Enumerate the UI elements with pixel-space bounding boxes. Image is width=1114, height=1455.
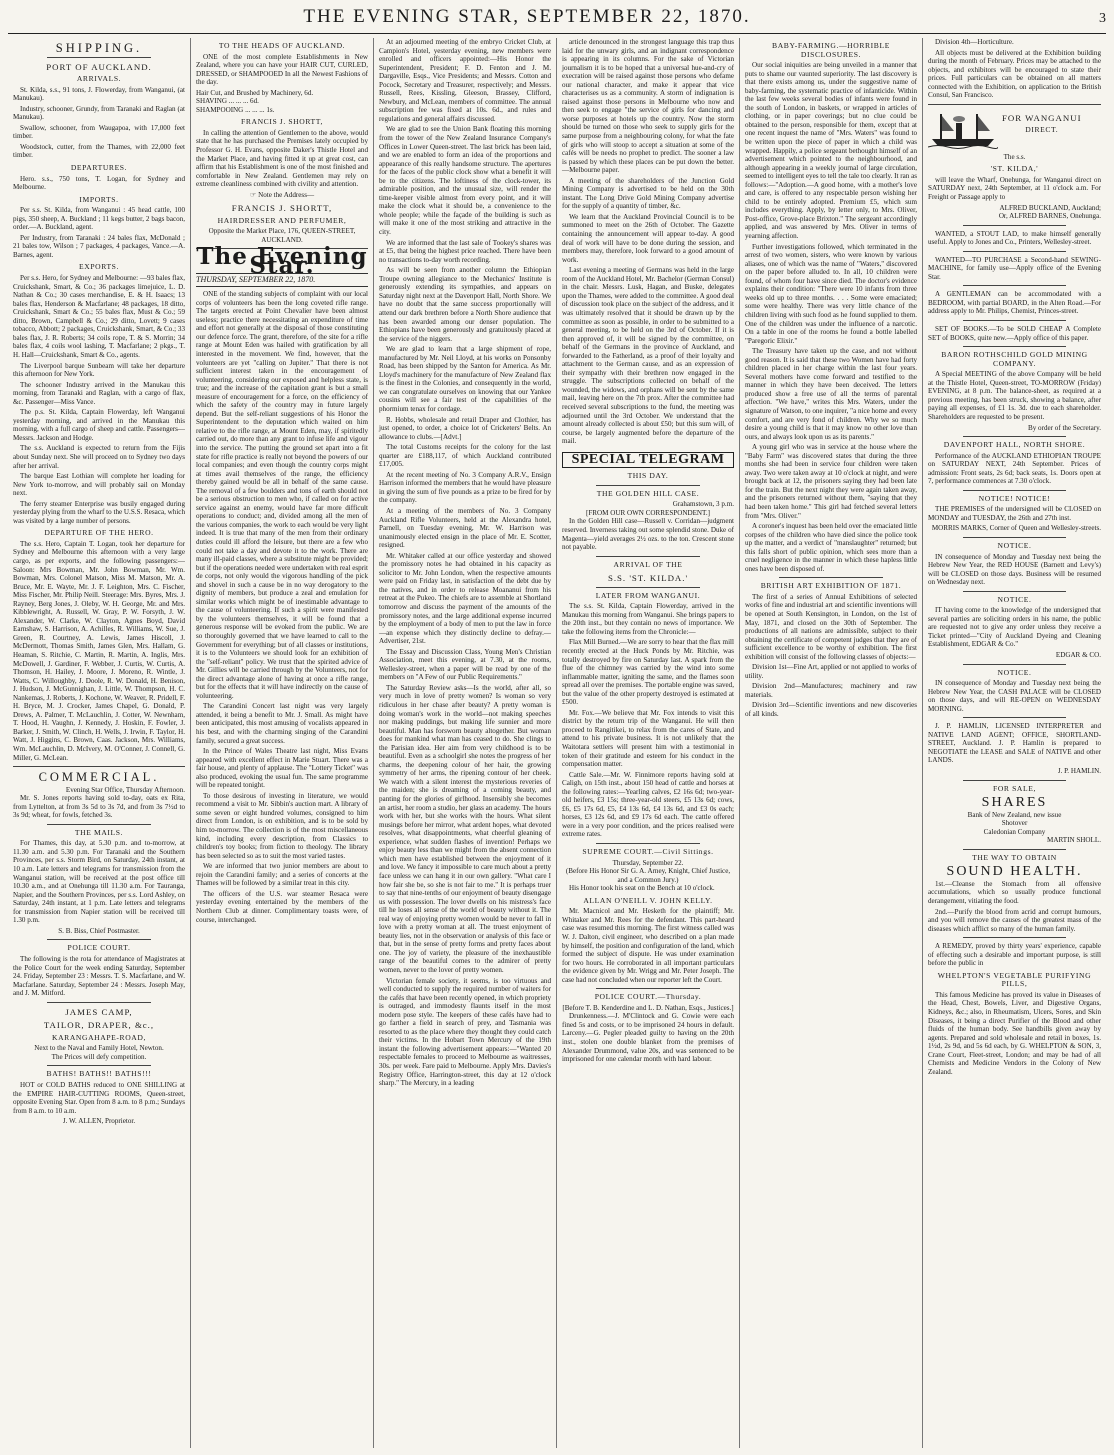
import-item: Per s.s. St. Kilda, from Wanganui : 45 head cattle, 100 pigs, 350 sheep, A. Buckland ; 11 kegs butter, 2 bags bacon, order.—A. Buckland, agent.: [13, 206, 185, 232]
news-item: A meeting of the shareholders of the Junction Gold Mining Company is advertised to be held on the 30th instant. The Long Drive Gold Mining Company advertise for the supply of a quantity of timber, &c.: [562, 176, 734, 211]
classified-ad: A GENTLEMAN can be accommodated with a BEDROOM, with partial BOARD, in the Alten Road.—For address apply to Mr. Philips, Chemist, Princes-street.: [928, 290, 1101, 316]
wanganui-title: [1002, 109, 1082, 137]
art-item: Division 2nd—Manufactures; machinery and raw materials.: [745, 682, 917, 699]
heads-heading: TO THE HEADS OF AUCKLAND.: [218, 41, 346, 50]
notice-heading: NOTICE.: [997, 667, 1032, 677]
notice-ad: IN consequence of Monday and Tuesday next being the Hebrew New Year, the RED HOUSE (Barnett and Levy's) will be CLOSED on those days. Business will be resumed on Wednesday next.: [928, 552, 1101, 587]
davenport-heading: DAVENPORT HALL, NORTH SHORE.: [943, 440, 1086, 450]
news-item: As will be seen from another column the Ethiopian Troupe owning allegiance to the Mechanics' Institute is generously extending its sympathies, and appears on Saturday night next at the Davenport Hall, North Shore. We have no doubt that the same success proportionally will attend our dark brethren before a North Shore audience that has been awarded among our denser population. The Ethiopians have been generously and gratuitously placed at the service of the niggers.: [379, 266, 551, 343]
mails-heading: THE MAILS.: [74, 827, 124, 837]
notice-ad: IN consequence of Monday and Tuesday next being the Hebrew New Year, the CASH PALACE will be CLOSED on those days, and will RE-OPEN on WEDNESDAY MORNING.: [928, 679, 1101, 713]
davenport-ad: Performance of the AUCKLAND ETHIOPIAN TROUPE on SATURDAY NEXT, 24th September. Prices of admission: Front seats, 2s 6d; back seats, 1s. Doors open at 7, performance commences at 7.30 o'clock.: [928, 451, 1101, 486]
news-item: The total Customs receipts for the colony for the last quarter are £188,117, of which Auckland contributed £17,005.: [379, 443, 551, 469]
arrival-ship: S.S. 'ST. KILDA.': [607, 573, 689, 584]
art-item: Division 1st—Fine Art, applied or not applied to works of utility.: [745, 663, 917, 680]
allan-article: Mr. Macnicol and Mr. Hesketh for the plaintiff; Mr. Whitaker and Mr. Rees for the defendant. This part-heard case was resumed this morning. The first witness called was W. J. Dalton, civil engineer, who described on a plan made by himself, the position and configuration of the land, which formed the subject of dispute. He was under examination for two hours. He corroborated in all important particulars the evidence given by Mr. Wrigg and Mr. Peter Joseph. The case had not concluded when our reporter left the Court.: [562, 907, 734, 984]
classified-ad: SET OF BOOKS.—To be SOLD CHEAP A Complete SET of BOOKS, quite new.—Apply office of this paper.: [928, 325, 1101, 342]
pills-ad: This famous Medicine has proved its value in Diseases of the Head, Chest, Bowels, Liver, and Digestive Organs, Kidneys, &c.; also, in Rheumatism, Ulcers, Sores, and Skin Diseases, it being a direct Purifier of the Blood and other fluids of the human body. See handbills given away by agents. Prepared and sold wholesale and retail in boxes, 1s. 1½d, 2s 9d, and 5s 6d each, by G. WHELPTON & SON, 3, Crane Court, Fleet-street, London; and may be had of all Chemists and Medicine Vendors in the Colony of New Zealand.: [928, 990, 1101, 1076]
camp-prices: The Prices will defy competition.: [51, 1052, 147, 1061]
local-item: The officers of the U.S. war steamer Resaca were yesterday evening entertained by the members of the Northern Club at dinner. Complimentary toasts were, of course, interchanged.: [196, 889, 368, 924]
supreme-heading: SUPREME COURT.—Civil Sittings.: [582, 847, 714, 857]
divider: [47, 824, 150, 825]
baths-signature: J. W. ALLEN, Proprietor.: [62, 1117, 136, 1126]
division-item: Division 4th—Horticulture.: [935, 38, 1014, 46]
divider: [963, 780, 1067, 781]
camp-trade: TAILOR, DRAPER, &c.,: [43, 1020, 155, 1031]
shortt-trade: HAIRDRESSER AND PERFUMER,: [217, 215, 347, 225]
later-article: The s.s. St. Kilda, Captain Flowerday, arrived in the Manukau this morning from Wanganui. She brings papers to the 20th inst., but they contain no news of importance. We take the following items from the Chronicle:—: [562, 602, 734, 636]
art-heading: BRITISH ART EXHIBITION OF 1871.: [760, 581, 902, 591]
news-item: The p.s. St. Kilda, Captain Flowerday, left Wanganui yesterday morning, and arrived in the Manukau this morning, with a full cargo of sheep and cattle. Passengers—Messrs. Jackson and Hodge.: [13, 408, 185, 442]
notice-signature: EDGAR & CO.: [1055, 650, 1101, 659]
port-heading: PORT OF AUCKLAND.: [46, 61, 152, 72]
divider: [779, 577, 882, 578]
shortt-heading: FRANCIS J. SHORTT,: [241, 117, 323, 127]
news-item: The barque East Lothian will complete her loading for New York to-morrow, and will probably sail on Monday next.: [13, 472, 185, 498]
exports-heading: EXPORTS.: [79, 262, 119, 272]
divider: [963, 285, 1067, 286]
sholl-signature: MARTIN SHOLL.: [1047, 836, 1101, 845]
share-item: Shotover: [1001, 819, 1028, 828]
divider: [963, 591, 1067, 592]
special-telegram-heading: SPECIAL TELEGRAM: [562, 452, 734, 469]
baby-article: A coroner's inquest has been held over the emaciated little corpses of the children who have died since the police took up the matter, and a verdict of "manslaughter" returned; but this falls short of public opinion, which sees more than a cruel negligence in the manner in which these hapless little ones have been disposed of.: [745, 522, 917, 573]
news-item: We are informed that the last sale of Tookey's shares was at £5, that being the highest price reached. There have been no transactions to-day worth recording.: [379, 238, 551, 264]
import-item: Per Industry, from Taranaki : 24 bales flax, McDonald ; 21 bales tow, Wilson ; 7 packages, 4 packages, Vance.—A. Barnes, agent.: [13, 233, 185, 259]
divider: [596, 485, 699, 486]
mails-article: For Thames, this day, at 5.30 p.m. and to-morrow, at 11.30 a.m. and 5.30 p.m. For Taranaki and the Southern Provinces, per s.s. Storm Bird, on Saturday, 24th instant, at 10 a.m. Late letters and telegrams for transmission from the Wanganui station, will be received at the post office till 10.30 a.m., and at Onehunga till 11.30 a.m. For Tauranga, Napier, and the Southern Provinces, per s.s. Lord Ashley, on Saturday, 24th instant, at 1 p.m. Late letters and telegrams for transmission from Napier station will be received till 1.30 p.m.: [13, 839, 185, 925]
health-item: 2nd.—Purify the blood from acrid and corrupt humours, and you will remove the causes of the greatest mass of the diseases which afflict so many of the human family.: [928, 907, 1101, 933]
divider: [963, 664, 1067, 665]
baby-article: Further investigations followed, which terminated in the arrest of two women, sisters, who were known by various aliases, one of which was the name of "Waters," discovered on the paper before alluded to. In all, 10 children were found, of whom four have since died. The doctor's evidence explains their condition: "There were 10 infants from three weeks old up to three months. . . . Some were emaciated; some were healthy. There was very little chance of the children living with such food as he found supplied to them. One of the children was under the influence of a narcotic. On a table in one of the rooms he found a bottle labelled "Paregoric Elixir.": [745, 242, 917, 345]
baths-ad: HOT or COLD BATHS reduced to ONE SHILLING at the EMPIRE HAIR-CUTTING ROOMS, Queen-street, opposite Evening Star. Open from 8 a.m. to 8 p.m.; Sundays from 8 a.m. to 10 a.m.: [13, 1080, 185, 1115]
heads-ad: ONE of the most complete Establishments in New Zealand, where you can have your HAIR CUT, CURLED, DRESSED, or SHAMPOOED In all the Newest Fashions of the day.: [196, 52, 368, 87]
baby-article: The Treasury have taken up the case, and not without good reason. It is said that these two Women have had forty children placed in her charge within the last four years. Several mothers have come forward and testified to the manner in which they have been deceived. The letters produced show a free use of all the terms of parental affection. "We have," writes this Mrs. Waters, under the signature of Watson, to one inquirer, "a nice home and every comfort, and are very fond of children. Why we so much desire a young child is that it may know no other love than ours, and always look upon us as its parents.": [745, 347, 917, 441]
hamlin-signature: J. P. HAMLIN.: [1057, 767, 1101, 775]
golden-location: Grahamstown, 3 p.m.: [672, 500, 734, 509]
news-item: The ferry steamer Enterprise was busily engaged during yesterday plying from the wharf to the U.S.S. Resaca, which was visited by a large number of persons.: [13, 499, 185, 525]
notice-ad: THE PREMISES of the undersigned will be CLOSED on MONDAY and TUESDAY, the 26th and 27th inst.: [928, 505, 1101, 522]
divider: [47, 1002, 150, 1003]
price-line: SHAMPOOING ... ... ... 1s.: [196, 105, 275, 114]
columns: [8, 38, 1106, 1448]
notice-signature: MORRIS MARKS, Corner of Queen and Wellesley-streets.: [931, 524, 1101, 533]
divider: [963, 490, 1067, 491]
way-heading: THE WAY TO OBTAIN: [972, 852, 1057, 862]
shares-heading: SHARES: [981, 795, 1048, 811]
paper-nameplate: The Evening Star.: [196, 243, 368, 280]
local-item: To those desirous of investing in literature, we would recommend a visit to Mr. Sibbin's auction mart. A library of some seven or eight hundred volumes, consigned to him direct from London, is on exhibition, and is to be sold by him to-morrow. The collection is of the most miscellaneous kind, including every description, from Classics to children's toy books; from fiction to theology. The library has been selected so as to suit the most varied tastes.: [196, 791, 368, 860]
hero-heading: DEPARTURE OF THE HERO.: [44, 528, 154, 538]
supreme-article: His Honor took his seat on the Bench at 10 o'clock.: [569, 884, 715, 893]
editorial: ONE of the standing subjects of complaint with our local corps of volunteers has been the long coveted rifle range. The targets erected at Point Chevalier have been almost useless; practice there necessitating an expenditure of time and effort not generally at the disposal of those constituting our defence force. The grant, therefore, of the site for a rifle range at Mount Eden was hailed with gratification by all interested in the movement. We find, however, that the volunteers are yet "calling on Jupiter." That there is not sufficient interest taken in the encouragement of volunteering, considering our exposed and helpless state, is true; and the increase of the capitation grant is but a small measure of encouragement for a force, on the efficiency of which the safety of the country may in future largely depend. But the self-reliant suggestions of his Honor the Superintendent to the deputation which waited on him relative to the rifle range, at Mount Eden, may, if spiritedly carried out, do more than any grant to infuse life and vigour into the service. The putting the ground set apart into a fit state for rifle practice is really not beyond the powers of our local companies; and even though the country corps might at times avail themselves of the range, the efficiency thereby gained would be all in behalf of the same cause. The removal of a few boulders and tons of earth should not be a serious obstruction to men who, if called on for active service against an enemy, would have far more difficult operations to conduct; and, divided among all the men of the various companies, the work to each would be very light indeed. It is true that many of the men from their ordinary duties could ill afford the leisure, but there are a few who could not take a day and devote it to the work. There are many ill-paid classes, where a substitute might be provided; but if the operations needed were undertaken with real esprit de corps, not only would the vigorous handling of the pick and shovel in such a cause be in no way derogatory to the dignity of members, but produce a zeal and emulation for similar works which might be of inestimable advantage to the cause of volunteering. If such a spirit were manifested by the volunteers themselves, it will be found that a generous response will be evoked from the public. We are so thoroughly governed that we have learned to call to the Government for everything; but of all classes or institutions, it is to the Volunteers we should look for an exhibition of the "self-reliant" policy. We trust that the spirited advice of Mr. Gillies will be carried through by the Volunteers, not for the direct advantage alone of having at once a rifle range, but for the effects that it will have indirectly on the cause of volunteering.: [196, 290, 368, 700]
departure-item: Hero. s.s., 750 tons, T. Logan, for Sydney and Melbourne.: [13, 174, 185, 192]
news-item: Victorian female society, it seems, is too virtuous and well conducted to supply the required number of waiters for the cafés that have been recently opened, in which propriety is outraged, and immodesty flaunts itself in the most modern pose style. The keepers of these cafés have had to go farther a field in search of prey, and Tasmania was resorted to as the place where they thought they could catch their victims. In the Hobart Town Mercury of the 19th instant the following advertisement appears:—"Wanted 20 respectable females to proceed to Melbourne as waitresses, 30s. per week. Fare paid to Melbourne. Apply Mrs. Davies's Registry Office, Harrington-street, this day at 12 o'clock sharp." The Mercury, in a leading: [379, 976, 551, 1088]
news-item: The schooner Industry arrived in the Manukau this morning, from Taranaki and Raglan, with a cargo of flax, &c. Passenger—Miss Vance.: [13, 380, 185, 406]
news-item: The Liverpool barque Sunbeam will take her departure this afternoon for New York.: [13, 361, 185, 379]
divider: [963, 717, 1067, 718]
baron-signature: By order of the Secretary.: [1027, 423, 1101, 432]
news-item: We learn that the Auckland Provincial Council is to be summoned to meet on the 26th of October. The Gazette containing the announcement will appear to-day. A good deal of work will have to be done during the session, and members may, therefore, look forward to a good amount of work.: [562, 212, 734, 264]
arrival-item: Swallow, schooner, from Waugapoa, with 17,000 feet timber.: [13, 123, 185, 141]
hero-article: The s.s. Hero, Captain T. Logan, took her departure for Sydney and Melbourne this afternoon with a very large cargo, as per exports, and the following passengers:—Saloon: Mrs Bowman, Mr. John Bowman, Mr. Wm. Bowman, Mrs. Colonel Matson, Miss M. Matson, Mr. A. Bruce, Mr. E. Wayte, Mr. J. F. Leighton, Mrs. C. Fischer, Miss Fischer, Mr. Philip Neill. Steerage: Mrs. Byres, Mrs. J. Rayney, Berg Jones, J. Oleby, W. H. George, Mr. and Mrs. Kibblewright, A. Russell, W. Gray, P. W. Forsyth, J. W. Alexander, W. Clarke, W. Clayton, Agnes Boyd, David Earnshaw, S. Harrison, A. Achilles, R. Williams, W. Sue, J. Green, R. Courtney, A. Lewis, James Hiscoll, J. McDermott, Thomas Smith, James Glen, Mrs. Hallam, G. Heaman, S. Ritchie, C. Martin, R. Martin, A. Inglis, Mrs. McDowell, J. Gardiner, F. Webber, J. Curtis, W. Curtis, A. Thomson, H. Hailey, J. Moore, J. Moreno, R. Wintle, J. Watts, C. Willoughby, J. Doole, R. W. Donald, H. Benison, J. Hudson, J. McGunnighan, J. Little, W. Thompson, H. C. Nankemas, J. Roberts, J. Kochone, W. Weaver, R. Pridell, F. H. Bryce, M. J. Crocker, James Chapel, G. Donald, P. Drews, A. Palmer, T. McLauchlin, J. Cotter, W. Newnham, T. Hood, H. Vaughn, J. Kennedy, J. Hoskin, F. Fowler, J. Barker, J. Smith, W. Clinch, H. Wells, J. Irwin, F. Taylor, H. Watt, J. Higgins, C. Brown, Caas. Jackson, Mrs. Williams, Wm. McLauchlin, D. McIvery, M. O'Conner, J. Connell, G. Miller, G. McLean.: [13, 539, 185, 762]
news-item: R. Hobbs, wholesale and retail Draper and Clothier, has just opened, to order, a choice lot of Cricketers' Belts. An allowance to clubs.—[Advt.]: [379, 415, 551, 441]
hamlin-ad: J. P. HAMLIN, LICENSED INTERPRETER and NATIVE LAND AGENT; OFFICE, SHORTLAND-STREET, Auckland. J. P. Hamlin is prepared to NEGOTIATE the LEASE and SALE of NATIVE and other LANDS.: [928, 722, 1101, 765]
news-item: Mr. Whitaker called at our office yesterday and showed the promissory notes he had obtained in his capacity as solicitor to Mr. John London, when the respective amounts were paid on Friday last, in satisfaction of the debt due by the natives, and in order to release Moananui from his retreat at the Pukeo. The chiefs are to assemble at Shortland tomorrow and discuss the payment of the amounts of the promissory notes, and the large additional expense incurred by the employment of a body of men to put the law in force—an expense which they distinctly decline to defray.—Advertiser, 21st.: [379, 551, 551, 646]
arrival-item: Woodstock, cutter, from the Thames, with 22,000 feet timber.: [13, 142, 185, 160]
baron-ad: A Special MEETING of the above Company will be held at the Thistle Hotel, Queen-street, TO-MORROW (Friday) EVENING, at 8 p.m. The balance-sheet, as required at a previous meeting, has been struck, showing a balance, after paying all expenses, of £1 1s. 3d. due to each shareholder. Shareholders are requested to be present.: [928, 370, 1101, 421]
baron-heading: BARON ROTHSCHILD GOLD MINING COMPANY.: [941, 350, 1088, 368]
health-item: 1st.—Cleanse the Stomach from all offensive accumulations, which so usually produce functional derangement, vitiating the food.: [928, 879, 1101, 906]
wanganui-signature: ALFRED BUCKLAND, Auckland;: [999, 203, 1101, 212]
wanganui-ad-header: [928, 109, 1101, 149]
wanganui-the: The s.s.: [1003, 152, 1026, 161]
health-heading: SOUND HEALTH.: [946, 864, 1083, 880]
supreme-date: Thursday, September 22.: [612, 858, 684, 867]
own-correspondent: [FROM OUR OWN CORRESPONDENT.]: [585, 508, 710, 517]
column-3: [374, 38, 557, 1448]
wanganui-ad: will leave the Wharf, Onehunga, for Wanganui direct on SATURDAY next, 24th September, at 11 o'clock a.m. For Freight or Passage apply to: [928, 175, 1101, 202]
pills-heading: WHELPTON'S VEGETABLE PURIFYING PILLS,: [937, 970, 1092, 989]
divider: [963, 320, 1067, 321]
golden-heading: THE GOLDEN HILL CASE.: [596, 488, 700, 498]
divider: [963, 937, 1067, 938]
local-item: In the Prince of Wales Theatre last night, Miss Evans appeared with excellent effect in Marie Stuart. There was a fair house, and plenty of applause. The "Lottery Ticket" was also produced, evoking the usual fun. The same programme will be repeated tonight.: [196, 747, 368, 790]
page-number: 3: [1099, 11, 1106, 26]
camp-text: Next to the Naval and Family Hotel, Newton.: [34, 1044, 164, 1053]
divider: [963, 537, 1067, 538]
wanganui-for: FOR WANGANUI: [1002, 112, 1082, 123]
shortt-address: Opposite the Market Place, 176, QUEEN-STREET, AUCKLAND.: [208, 227, 356, 244]
news-item: At a meeting of the members of No. 3 Company Auckland Rifle Volunteers, held at the Alexandra hotel, Parnell, on Tuesday evening, Mr. W. Harrison was unanimously elected ensign in the place of Mr. E. Scotter, resigned.: [379, 506, 551, 550]
golden-article: In the Golden Hill case—Russell v. Corridan—judgment reserved. Inverness taking out some splendid stone. Duke of Magenta—yield averages 2½ ozs. to the ton. Crescent stone not payable.: [562, 517, 734, 552]
for-sale-heading: FOR SALE,: [993, 783, 1036, 793]
divider: [963, 251, 1067, 252]
note-text: Note the Address—: [258, 190, 315, 199]
arrival-heading: ARRIVAL OF THE: [613, 559, 683, 569]
imports-heading: IMPORTS.: [79, 194, 119, 204]
baby-heading: BABY-FARMING.—HORRIBLE DISCLOSURES.: [772, 41, 890, 59]
notice-heading: NOTICE! NOTICE!: [978, 493, 1051, 503]
column-1: [8, 38, 191, 1448]
arrivals-heading: ARRIVALS.: [76, 74, 122, 84]
expo-article: All objects must be delivered at the Exhibition building during the month of February. Prices may be attached to the objects, and exhibitors will be encouraged to state their prices. Full particulars can be obtained on all matters connected with the Exhibition, on application to the British Consul, San Francisco.: [928, 48, 1101, 100]
dateline-text: THURSDAY, SEPTEMBER 22, 1870.: [196, 274, 316, 284]
police-article: The following is the rota for attendance of Magistrates at the Police Court for the week ending Saturday, September 24. Friday, September 23 : Messrs. T. S. Macfarlane, and W. Macfarlane. Saturday, September 24 : Messrs. Joseph May, and J. M. Mitford.: [13, 954, 185, 998]
divider: [928, 104, 1101, 105]
dateline: [196, 273, 368, 288]
share-item: Bank of New Zealand, new issue: [967, 810, 1062, 819]
shortt-heading-2: FRANCIS J. SHORTT,: [231, 203, 333, 214]
news-item: We are glad to learn that a large shipment of rope, manufactured by Mr. Neil Lloyd, at his works on Ponsonby Road, has been shipped by the Santon for America. As Mr. Lloyd's machinery for the manufacture of New Zealand flax is the finest in the Colonies, and consequently in the world, we can congratulate ourselves on knowing that our Yankee cousins will see a fair test of the capabilities of the phormium tenax for cordage.: [379, 345, 551, 413]
baby-article: Our social iniquities are being unveiled in a manner that puts to shame our vaunted superiority. The last discovery is that there exists among us, under the suggestive name of baby-farming, the systematic practice of infanticide. Within the last few weeks several bodies of infants were found in the south of London, in baskets, or wrapped in articles of clothing, or in paper coverings; but no clue could be obtained to the person, responsible for them, except that at one recent inquest the name of "Mrs. Waters" was found to be written upon the piece of paper in which a child was wrapped. Happily, a police sergeant bethought himself of an advertisement which pointed to the neighbourhood, and although appearing in a weekly journal of large circulation, seemed to intelligent eyes to tell the tale too clearly. It ran as follows:—"Adoption.—A good home, with a mother's love and care, is offered to any respectable person wishing her child to be entirely adopted. Premium £5, which sum includes everything. Apply, by letter only, to Mrs. Oliver, Post-office, Grove-place Brixton." The sergeant accordingly applied, and was answered by Mrs. Oliver in terms of yearning affection.: [745, 61, 917, 241]
page-title: THE EVENING STAR, SEPTEMBER 22, 1870.: [303, 6, 751, 27]
news-item: At an adjourned meeting of the embryo Cricket Club, at Campion's Hotel, yesterday evening, new members were enrolled and officers appointed:—His Honor the Superintendent, President; F. D. Fenton and J. M. Dargaville, Esqs., Vice Presidents; and Messrs. Cotton and Pocock, Secretary and Treasurer, respectively; and Messrs. Russell, Rees, Kissling, Gleeson, Brassey, Clifford, Newbury, and McLean, members of committee. The annual subscription fee was fixed at 10s. 6d., and rules and regulations and general affairs discussed.: [379, 38, 551, 123]
later-heading: LATER FROM WANGANUI.: [595, 590, 701, 600]
camp-heading: JAMES CAMP,: [65, 1006, 133, 1017]
steamship-icon: [928, 109, 998, 149]
divider: [963, 849, 1067, 850]
police2-heading: POLICE COURT.—Thursday.: [594, 992, 702, 1002]
camp-road: KARANGAHAPE-ROAD,: [52, 1032, 146, 1042]
police-heading: POLICE COURT.: [67, 943, 131, 953]
shortt-ad: In calling the attention of Gentlemen to the above, would state that he has purchased the Premises lately occupied by Professor G. H. Evans, opposite Daker's Thistle Hotel and the Market Place, and having fitted it up at great cost, can affirm that his Establishment is one of the most finished and comfortable in New Zealand. Gentlemen may rely on extreme cleanliness combined with civility and attention.: [196, 128, 368, 189]
news-item: The Essay and Discussion Class, Young Men's Christian Association, meet this evening, at 7.30, at the rooms, Wellesley-street, when a paper will be read by one of the members on "A Few of our Public Requirements.": [379, 647, 551, 682]
commercial-article: Mr. S. Jones reports having sold to-day, oats ex Rita, from Lyttelton, at from 3s 5d to 3s 7d, and from 3s 7½d to 3s 9d; wheat, for fowls, fetched 3s.: [13, 794, 185, 820]
wanganui-direct: DIRECT.: [1025, 125, 1059, 135]
classified-ad: WANTED—TO PURCHASE a Second-hand SEWING-MACHINE, for family use—Apply office of the Evening Star.: [928, 255, 1101, 281]
cattle-article: Cattle Sale.—Mr. W. Finnimore reports having sold at Caligh, on 15th inst., about 150 head of cattle and horses at the following rates:—Yearling calves, £2 16s 6d; two-year-old heifers, £3 15s; three-year-old steers, £5 13s 6d; cows, £6, £5 17s 6d, £5, £4 13s 6d, £4 13s 6d, and £3 0s each; horses, £3 12s 6d, and £9 17s 6d each. The cattle offered were in a very poor condition, and the prices realised were extreme rates.: [562, 770, 734, 839]
wanganui-signature: Or, ALFRED BARNES, Onehunga.: [998, 212, 1101, 221]
divider: [596, 988, 699, 989]
news-item: We are glad to see the Union Bank floating this morning from the tower of the New Zealand Insurance Company's Offices in Lower Queen-street. The last brick has been laid, and we are enabled to form an idea of the proportions and appearance of this really handsome structure. The apertures for the faces of the public clock show what a benefit it will be to the citizens. The loftiness of the clock-tower, its admirable position, and the unusual size, will render the time-keeper visible almost from every point, and it will make the clock what it should be, a convenience to the whole people; while the façade of the building is such as will make it one of the most striking and attractive in the city.: [379, 125, 551, 237]
arrival-item: Industry, schooner, Grundy, from Taranaki and Raglan (at Manukau).: [13, 104, 185, 122]
divider: [596, 843, 699, 844]
news-item: article denounced in the strongest language this trap thus laid for the unwary girls, and an indignant correspondence is appearing in its columns. For the sake of Victorian journalism it is to be hoped that a universal hue-and-cry of execration will be raised against those persons who defame our national character, and make it appear that vice characterises us as a community. A storm of indignation is raised against those persons in Melbourne who now and then seek to engage "the service of girls for dancing and worse purposes at hotels up the country. Now the storm should be turned on those who seek to supply girls for the same purpose from a neighbouring colony, for what the fate of girls who will stoop to accept a situation at some of the cafés will be needs no prophet to predict. The sooner a law is passed by which these places can be put down the better.—Melbourne paper.: [562, 38, 734, 175]
supreme-before: (Before His Honor Sir G. A. Arney, Knight, Chief Justice, and a Common Jury.): [565, 867, 731, 884]
baths-heading: BATHS! BATHS!! BATHS!!!: [46, 1069, 152, 1079]
art-item: Division 3rd—Scientific inventions and new discoveries of all kinds.: [745, 701, 917, 719]
column-4: [557, 38, 740, 1448]
news-item: At the recent meeting of No. 3 Company A.R.V., Ensign Harrison informed the members that he would have pleasure in giving the sum of five pounds as a prize to be fired for by the company.: [379, 470, 551, 505]
commercial-heading: COMMERCIAL.: [38, 770, 160, 785]
classified-ad: WANTED, a STOUT LAD, to make himself generally useful. Apply to Jones and Co., Printers, Wellesley-street.: [928, 229, 1101, 247]
notice-heading: NOTICE.: [997, 594, 1032, 604]
column-2: [191, 38, 374, 1448]
divider: [963, 225, 1067, 226]
masthead: [8, 6, 1106, 34]
allan-heading: ALLAN O'NEILL V. JOHN KELLY.: [583, 895, 713, 905]
news-item: The s.s. Auckland is expected to return from the Fijis about Sunday next. She will proceed on to Sydney two days after her arrival.: [13, 444, 185, 470]
shipping-heading: SHIPPING.: [55, 41, 143, 55]
column-5: [740, 38, 923, 1448]
divider: [47, 57, 150, 58]
divider: [963, 346, 1067, 347]
note-line: [196, 191, 368, 200]
flax-article: Flax Mill Burned.—We are sorry to hear that the flax mill recently erected at the Huck Ponds by Mr. Ritchie, was totally destroyed by fire on Saturday last. A spark from the flue of the chimney was carried by the wind into some inflammable matter, igniting the same, and the flames soon spread all over the premises. The portable engine was saved, but the value of the other property destroyed is estimated at £500.: [562, 638, 734, 707]
this-day: THIS DAY.: [627, 471, 669, 481]
pointing-hand-icon: ☞: [249, 190, 257, 199]
divider: [47, 1065, 150, 1066]
divider: [963, 436, 1067, 437]
mails-signature: S. B. Biss, Chief Postmaster.: [58, 926, 140, 935]
local-item: We are informed that two junior members are about to rejoin the Carandini family; and a series of concerts at the Thames will be followed by a similar treat in this city.: [196, 862, 368, 888]
art-article: The first of a series of Annual Exhibitions of selected works of fine and industrial art and scientific inventions will be opened at South Kensington, in London, on the 1st of May, 1871, and closed on the 30th of September. The productions of all nations are admissible, subject to their obtaining the certificate of competent judges that they are of sufficient excellence to be worthy of exhibition. The first exhibition will consist of the following classes of objects:—: [745, 592, 917, 661]
divider: [596, 556, 699, 557]
divider: [596, 587, 699, 588]
wanganui-ship: 'ST. KILDA,': [990, 164, 1039, 174]
departures-heading: DEPARTURES.: [70, 163, 128, 173]
notice-ad: IT having come to the knowledge of the undersigned that several parties are soliciting orders in his name, the public are requested not to give any order unless they receive a Ticket printed—"City of Auckland Dyeing and Cleaning Establishment, EDGAR & Co.": [928, 606, 1101, 649]
column-6: [923, 38, 1106, 1448]
local-item: The Carandini Concert last night was very largely attended, it being a benefit to Mr. J. Small. As might have been anticipated, this most amusing of vocalists appeared in his best, and with the charming singing of the Carandini family, secured a great success.: [196, 702, 368, 745]
news-item: The Saturday Review asks—Is the world, after all, so very much in love of pretty women? Is woman so very ridiculous in her chase after beauty? A pretty woman is doing woman's work in the world—not making speeches nor making puddings, but making life sunnier and more beautiful. Man has forsworn beauty altogether. But woman does for mankind what man has ceased to do. She clings to the Parisian idea. Her aim from very childhood is to be beautiful. Even as a schoolgirl she notes the progress of her charms, the deepening colour of her hair, the growing symmetry of her arms, the ripening contour of her cheek. We watch with a silent interest the mysterious reveries of the maiden; she is dreaming of a coming beauty, and panting for the glories of girlhood. Insensibly she becomes an artist, her room a studio, her glass an academy. The hours work with her, but she works with the hours. What silent musings before her mirror, what ardent hopes, what devoted resolves, what disappointments, what cheerful gleaning of experience, what sudden flashes of invention! Perhaps we enjoy beauty less than we might from the absent connection which men have established between the enjoyment of it and love. We fancy it impossible to care much about a pretty face unless we can hang it in our own gallery. "What care I how fair she be, so she is not fair to me." It is perhaps truer to say that nine-tenths of our enjoyment of beauty disengage us with possession. The lover dwells on his mistress's face till he loses all sense of the world of beauty without it. The real way of enjoying pretty women would be never to fall in love with a pretty woman at all. The truest enjoyment of beauty lies, not in the observation or analysis of this face or that, but in the sense of pretty forms and pretty faces about one. The joy of variety, the pleasure of the inexhaustible range of the beautiful comes to the admirer of pretty women, never to the lover of pretty women.: [379, 683, 551, 974]
price-line: SHAVING ... ... ... 6d.: [196, 97, 259, 106]
price-line: Hair Cut, and Brushed by Machinery, 6d.: [196, 88, 314, 97]
share-item: Caledonian Company: [983, 827, 1046, 836]
baby-article: A young girl who was in service at the house where the "Baby Farm" was discovered states that during the three months she had been in service four children were taken away. Two were taken away at 10 o'clock at night, and were brought back at 12, the prisoners saying they had been late for the train. But the next night they were again taken away, and the prisoners returned without them, "saying that they had been taken home." This girl had fetched several letters from "Mrs. Oliver.": [745, 443, 917, 520]
police2-article: Drunkenness.—J. M'Clintock and G. Cowie were each fined 5s and costs, or to be imprisoned 24 hours in default. Larceny.—G. Pegler pleaded guilty to having on the 20th inst., stolen one double blanket from the premises of Alexander Drummond, value 20s, and was sentenced to be imprisoned for one calendar month with hard labour.: [562, 1012, 734, 1064]
divider: [47, 939, 150, 940]
news-item: Last evening a meeting of Germans was held in the large room of the Auckland Hotel, Mr. Bachelor (German Consul) in the chair. Messrs. Lusk, Hagan, and Buske, delegates upon the Thames, were added to the committee. A good deal of discussion took place on the subject of the address, and it was ultimately resolved that it should be drawn up by the committee as soon as possible, in order to be submitted to a general meeting, to be held on the 3rd of October. If it is then approved of, it will be signed by the committee, on behalf of the Germans in the province of Auckland, and forwarded to the Fatherland, as a proof of their loyalty and attachment to the German cause, and as an expression of their sympathy with their brethren now engaged in the struggle. The subscriptions collected on behalf of the wounded, the widows, and orphans will be sent by the same mail, leaving here on the 7th prox. After the committee had received several subscriptions to the fund, the meeting was adjourned until the 3rd October. We understand that the amount already collected is about £50; but this sum will, of course, be largely augmented before the departure of the mail.: [562, 266, 734, 446]
export-item: Per s.s. Hero, for Sydney and Melbourne: —93 bales flax, Cruickshank, Smart, & Co.; 36 packages limejuice, L. D. Nathan & Co.; 30 cases merchandise, E. & H. Isaacs; 13 bales flax, Henderson & Macfarlane; 48 packages, 18 ditto, Cruickshank, Smart & Co.; 55 bales flax, Must & Co.; 59 ditto, Brown, Campbell & Co.; 29 ditto, Lovett; 9 cases tobacco, Abbott; 2 packages, Cruickshank, Smart, & Co.; 33 bales flax, J. R. Roberts; 34 coils rope, T. & S. Morrin; 34 bales flax, 4 coils wool lashing, T. Macfarlane; 2 pkgs., T. H. Hall—Cruickshank, Smart & Co., agents.: [13, 274, 185, 359]
divider: [13, 766, 185, 767]
office-line: Evening Star Office, Thursday Afternoon.: [65, 785, 185, 794]
police2-before: [Before T. B. Kenderdine and L. D. Nathan, Esqs., Justices.]: [562, 1003, 734, 1012]
arrival-item: St. Kilda, s.s., 91 tons, J. Flowerday, from Wanganui, (at Manukau).: [13, 85, 185, 103]
notice-heading: NOTICE.: [997, 540, 1032, 550]
remedy-text: A REMEDY, proved by thirty years' experience, capable of effecting such a desirable and important purpose, is still before the public in: [928, 942, 1101, 968]
fox-article: Mr. Fox.—We believe that Mr. Fox intends to visit this district by the return trip of the Wanganui. He will then proceed to Rangitikei, to relax from the cares of State, and attend to his private business. It is not unlikely that the Waitotara settlers will present him with a testimonial in token of their gratitude and esteem for his conduct in the compensation matter.: [562, 708, 734, 769]
